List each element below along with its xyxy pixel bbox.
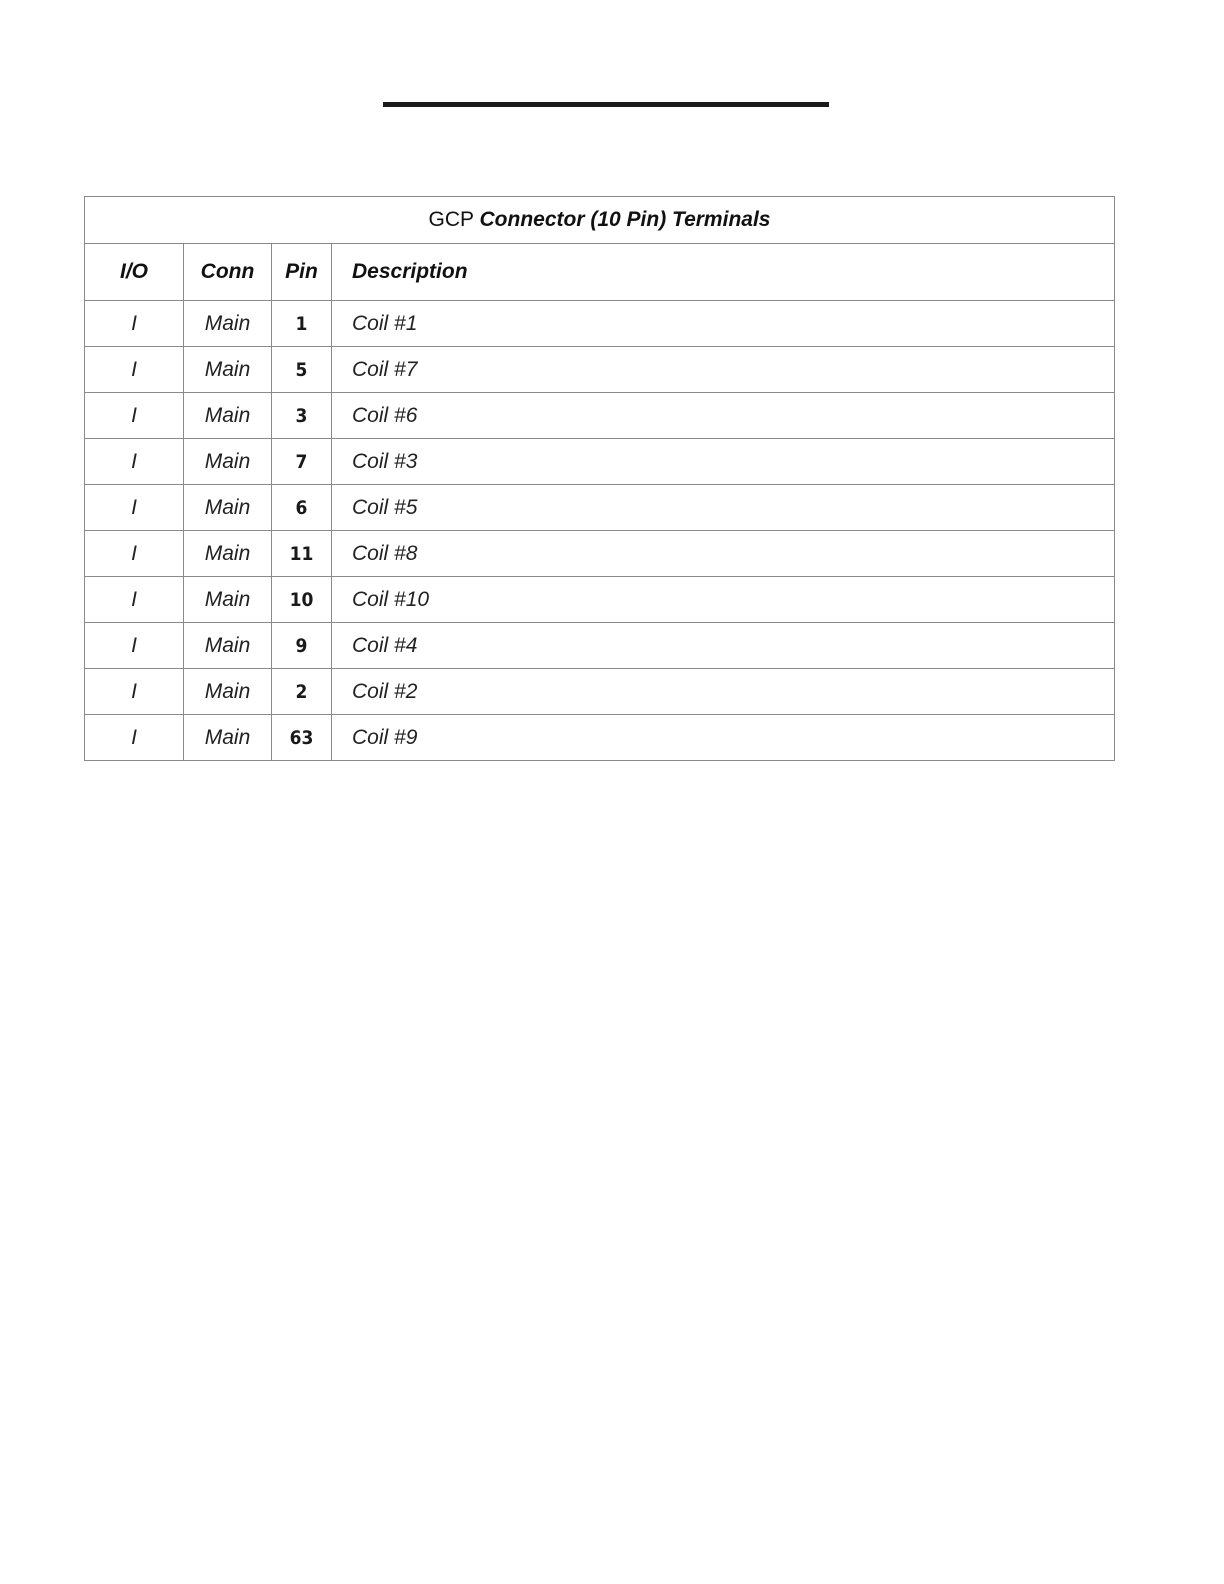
cell-io: I [85, 439, 184, 485]
table-row [85, 623, 1115, 669]
cell-conn: Main [184, 531, 272, 577]
cell-pin: 6 [272, 485, 332, 531]
cell-description: Coil #7 [332, 347, 1115, 393]
table-title-row [85, 197, 1115, 244]
cell-conn: Main [184, 347, 272, 393]
cell-description: Coil #4 [332, 623, 1115, 669]
table-header-row [85, 244, 1115, 301]
cell-pin: 10 [272, 577, 332, 623]
cell-io: I [85, 623, 184, 669]
column-header-pin: Pin [272, 244, 332, 301]
cell-conn: Main [184, 623, 272, 669]
cell-conn: Main [184, 301, 272, 347]
cell-io: I [85, 577, 184, 623]
cell-conn: Main [184, 393, 272, 439]
cell-description: Coil #3 [332, 439, 1115, 485]
table-body [85, 301, 1115, 761]
header-rule [383, 102, 829, 107]
cell-pin: 5 [272, 347, 332, 393]
column-header-description: Description [332, 244, 1115, 301]
cell-io: I [85, 669, 184, 715]
cell-io: I [85, 393, 184, 439]
cell-io: I [85, 715, 184, 761]
cell-pin: 7 [272, 439, 332, 485]
cell-pin: 63 [272, 715, 332, 761]
table-row [85, 439, 1115, 485]
connector-terminals-table [84, 196, 1115, 761]
cell-io: I [85, 301, 184, 347]
cell-description: Coil #1 [332, 301, 1115, 347]
table-row [85, 301, 1115, 347]
cell-description: Coil #2 [332, 669, 1115, 715]
cell-conn: Main [184, 577, 272, 623]
cell-conn: Main [184, 439, 272, 485]
cell-conn: Main [184, 715, 272, 761]
table-title [85, 197, 1115, 244]
table-row [85, 669, 1115, 715]
cell-io: I [85, 485, 184, 531]
table-row [85, 347, 1115, 393]
cell-io: I [85, 347, 184, 393]
cell-pin: 11 [272, 531, 332, 577]
cell-io: I [85, 531, 184, 577]
table-row [85, 577, 1115, 623]
cell-description: Coil #10 [332, 577, 1115, 623]
cell-pin: 2 [272, 669, 332, 715]
table-title-main: Connector (10 Pin) Terminals [479, 208, 771, 231]
cell-pin: 1 [272, 301, 332, 347]
cell-description: Coil #6 [332, 393, 1115, 439]
table-row [85, 485, 1115, 531]
table-row [85, 393, 1115, 439]
cell-conn: Main [184, 669, 272, 715]
cell-pin: 3 [272, 393, 332, 439]
column-header-conn: Conn [184, 244, 272, 301]
table-row [85, 715, 1115, 761]
cell-description: Coil #8 [332, 531, 1115, 577]
cell-pin: 9 [272, 623, 332, 669]
column-header-io: I/O [85, 244, 184, 301]
cell-conn: Main [184, 485, 272, 531]
table-title-prefix: GCP [428, 208, 474, 231]
cell-description: Coil #9 [332, 715, 1115, 761]
table-row [85, 531, 1115, 577]
cell-description: Coil #5 [332, 485, 1115, 531]
